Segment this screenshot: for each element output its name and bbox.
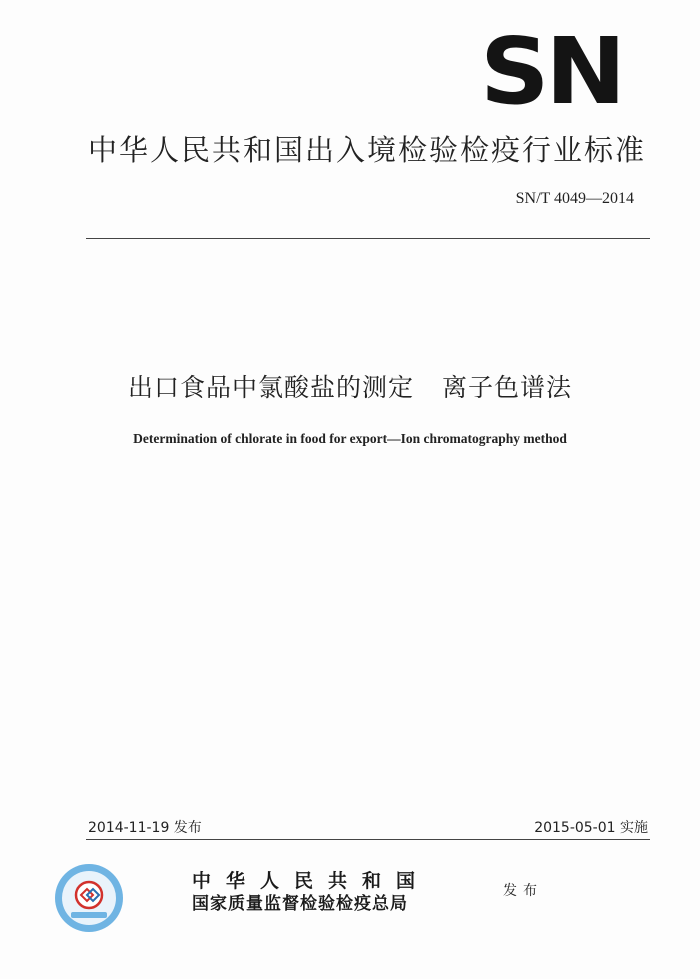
issue-action: 发布 bbox=[503, 883, 543, 899]
standard-code: SN/T 4049—2014 bbox=[515, 190, 634, 207]
implementation-date: 2015-05-01 实施 bbox=[534, 820, 648, 836]
top-divider bbox=[86, 238, 650, 239]
document-title-cn bbox=[0, 368, 700, 404]
seal-icon bbox=[53, 862, 125, 934]
title-cn-main: 出口食品中氯酸盐的测定 bbox=[127, 373, 414, 402]
issuer-country: 中华人民共和国 bbox=[192, 870, 431, 892]
document-title-en: Determination of chlorate in food for export—Ion chromatography method bbox=[133, 431, 567, 446]
standard-category-name: 中华人民共和国出入境检验检疫行业标准 bbox=[88, 133, 647, 167]
issue-date: 2014-11-19 发布 bbox=[88, 820, 202, 836]
issuer-agency: 国家质量监督检验检疫总局 bbox=[192, 894, 408, 914]
sn-logo: SN bbox=[480, 18, 623, 125]
title-cn-method: 离子色谱法 bbox=[442, 373, 573, 402]
bottom-divider bbox=[86, 839, 650, 840]
